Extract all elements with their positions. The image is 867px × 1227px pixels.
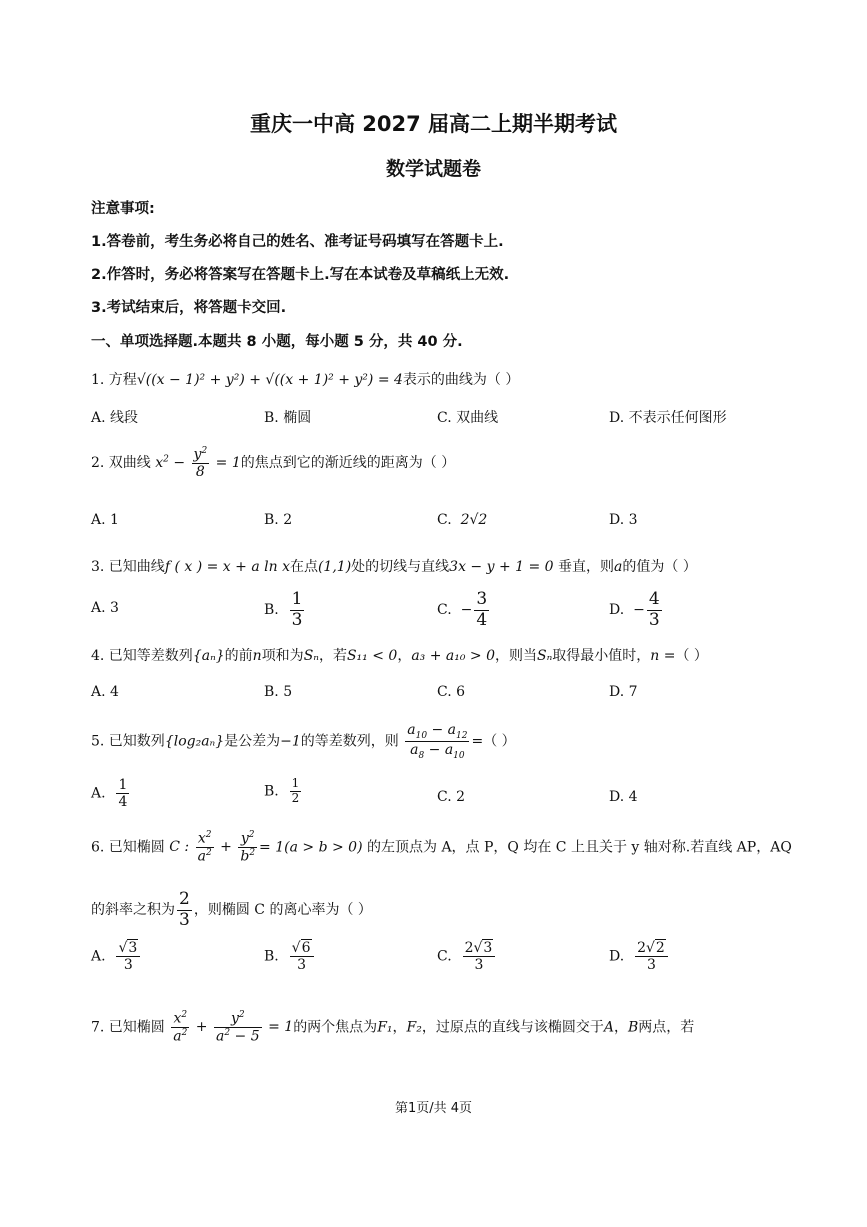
q7-formula: $\frac{x^2}{a^2}$ + $\frac{y^2}{a^2 - 5}$ = 1 — [173, 1010, 294, 1045]
q3-option-c: C. − $\frac{3}{4}$ — [437, 589, 488, 630]
notice-item-2: 2.作答时，务必将答案写在答题卡上.写在本试卷及草稿纸上无效. — [91, 267, 510, 283]
q6-product: $\frac{2}{3}$ — [179, 889, 190, 930]
q2-prefix: 2. 双曲线 — [91, 454, 151, 471]
q6-line-2-b: ，则椭圆 C 的离心率为（ ） — [193, 902, 372, 919]
page-footer: 第1页/共 4页 — [394, 1101, 473, 1116]
exam-subtitle: 数学试题卷 — [385, 158, 481, 180]
q4-seq: {aₙ} — [192, 648, 225, 664]
q7-f1: F₁ — [377, 1019, 393, 1036]
q3-var: a — [614, 559, 623, 575]
q4-cond-2: a₃ + a₁₀ > 0 — [411, 648, 496, 664]
q4-option-b: B. 5 — [264, 684, 293, 700]
q6-option-b: B. $\frac{√6}{3}$ — [264, 940, 316, 973]
q4-sn-2: Sₙ — [537, 648, 553, 664]
q5-ratio: $\frac{a_{10} - a_{12}}{a_8 - a_{10}}$ — [407, 722, 468, 761]
question-7 — [91, 1010, 694, 1045]
q4-option-a: A. 4 — [91, 684, 119, 700]
q3-text-3: 垂直，则 — [558, 559, 615, 575]
notice-item-1: 1.答卷前，考生务必将自己的姓名、准考证号码填写在答题卡上. — [91, 234, 504, 250]
q5-text-mid: 是公差为 — [224, 733, 281, 750]
q6-line-2-a: 的斜率之积为 — [91, 902, 175, 919]
q4-text-c: 项和为 — [261, 648, 304, 664]
q5-option-b: B. $\frac{1}{2}$ — [264, 776, 300, 805]
q3-point: (1,1) — [317, 559, 352, 575]
question-3 — [91, 556, 697, 576]
q3-function: f ( x ) = x + a ln x — [164, 559, 290, 575]
q5-text-mid-2: 的等差数列，则 — [300, 733, 399, 750]
q2-option-d: D. 3 — [609, 512, 638, 528]
question-5 — [91, 722, 516, 761]
q3-option-d: D. − $\frac{4}{3}$ — [609, 589, 660, 630]
q4-text-a: 4. 已知等差数列 — [91, 648, 193, 664]
q4-text-f: ，则当 — [495, 648, 538, 664]
q5-prefix: 5. 已知数列 — [91, 733, 165, 750]
q4-sn: Sₙ — [303, 648, 319, 664]
q7-sep-2: ， — [613, 1019, 628, 1036]
question-1 — [91, 369, 519, 389]
q1-option-b: B. 椭圆 — [264, 410, 312, 426]
q2-option-c: C. 2√2 — [437, 512, 488, 528]
q1-option-a: A. 线段 — [91, 410, 139, 426]
section-1-title: 一、单项选择题.本题共 8 小题，每小题 5 分，共 40 分. — [91, 334, 463, 350]
q4-n-2: n = — [650, 648, 676, 664]
q3-option-b: B. $\frac{1}{3}$ — [264, 589, 303, 630]
q3-text-2: 处的切线与直线 — [351, 559, 450, 575]
q6-text-1: 的左顶点为 A，点 P，Q 均在 C 上且关于 y 轴对称.若直线 AP，AQ — [367, 839, 792, 856]
q1-suffix: 表示的曲线为（ ） — [402, 372, 520, 388]
q7-text-a: 的两个焦点为 — [293, 1019, 378, 1036]
question-6-line-2 — [91, 890, 372, 930]
q5-option-d: D. 4 — [609, 789, 638, 805]
q7-text-b: ，过原点的直线与该椭圆交于 — [421, 1019, 604, 1036]
q6-option-a: A. $\frac{√3}{3}$ — [91, 940, 142, 973]
question-2 — [91, 446, 455, 480]
q4-text-e: ， — [397, 648, 412, 664]
q4-text-d: ，若 — [318, 648, 347, 664]
q7-f2: F₂ — [406, 1019, 422, 1036]
q7-point-b: B — [627, 1019, 639, 1036]
q1-prefix: 1. 方程 — [91, 372, 137, 388]
q4-option-c: C. 6 — [437, 684, 466, 700]
q4-suffix: （ ） — [675, 648, 708, 664]
q2-formula: $x^2$ − $\frac{y^2}{8}$ = 1 — [155, 446, 241, 480]
q6-prefix: 6. 已知椭圆 — [91, 839, 165, 856]
q3-prefix: 3. 已知曲线 — [91, 559, 165, 575]
q6-option-d: D. $\frac{2√2}{3}$ — [609, 940, 670, 973]
q5-seq: {log₂aₙ} — [164, 733, 225, 750]
q2-option-c-value: 2√2 — [460, 512, 488, 528]
q3-text-1: 在点 — [289, 559, 318, 575]
q5-d: −1 — [280, 733, 301, 750]
q4-cond-1: S₁₁ < 0 — [346, 648, 398, 664]
q2-suffix: 的焦点到它的渐近线的距离为（ ） — [240, 454, 456, 471]
q3-suffix: 的值为（ ） — [622, 559, 697, 575]
q4-option-d: D. 7 — [609, 684, 638, 700]
q7-text-c: 两点，若 — [638, 1019, 695, 1036]
q4-text-b: 的前 — [224, 648, 253, 664]
q2-option-b: B. 2 — [264, 512, 293, 528]
q7-sep: ， — [392, 1019, 407, 1036]
question-4 — [91, 645, 708, 665]
exam-title: 重庆一中高 2027 届高二上期半期考试 — [249, 112, 618, 136]
q5-option-a: A. $\frac{1}{4}$ — [91, 777, 128, 811]
q5-suffix: =（ ） — [471, 733, 516, 750]
q4-text-g: 取得最小值时， — [552, 648, 651, 664]
q6-formula: C : $\frac{x^2}{a^2}$ + $\frac{y^2}{b^2}$ — [169, 830, 256, 865]
q3-option-a: A. 3 — [91, 600, 119, 616]
q4-n: n — [252, 648, 262, 664]
q2-option-a: A. 1 — [91, 512, 119, 528]
q6-condition: = 1(a > b > 0) — [259, 839, 363, 856]
notice-heading: 注意事项: — [91, 201, 155, 217]
q7-prefix: 7. 已知椭圆 — [91, 1019, 165, 1036]
q1-option-c: C. 双曲线 — [437, 410, 499, 426]
q5-option-c: C. 2 — [437, 789, 466, 805]
q1-formula: √((x − 1)² + y²) + √((x + 1)² + y²) = 4 — [136, 372, 403, 388]
q7-point-a: A — [603, 1019, 614, 1036]
q6-option-c: C. $\frac{2√3}{3}$ — [437, 940, 497, 973]
q3-line: 3x − y + 1 = 0 — [449, 559, 554, 575]
question-6 — [91, 830, 792, 865]
notice-item-3: 3.考试结束后，将答题卡交回. — [91, 300, 287, 316]
q1-option-d: D. 不表示任何图形 — [609, 410, 727, 426]
